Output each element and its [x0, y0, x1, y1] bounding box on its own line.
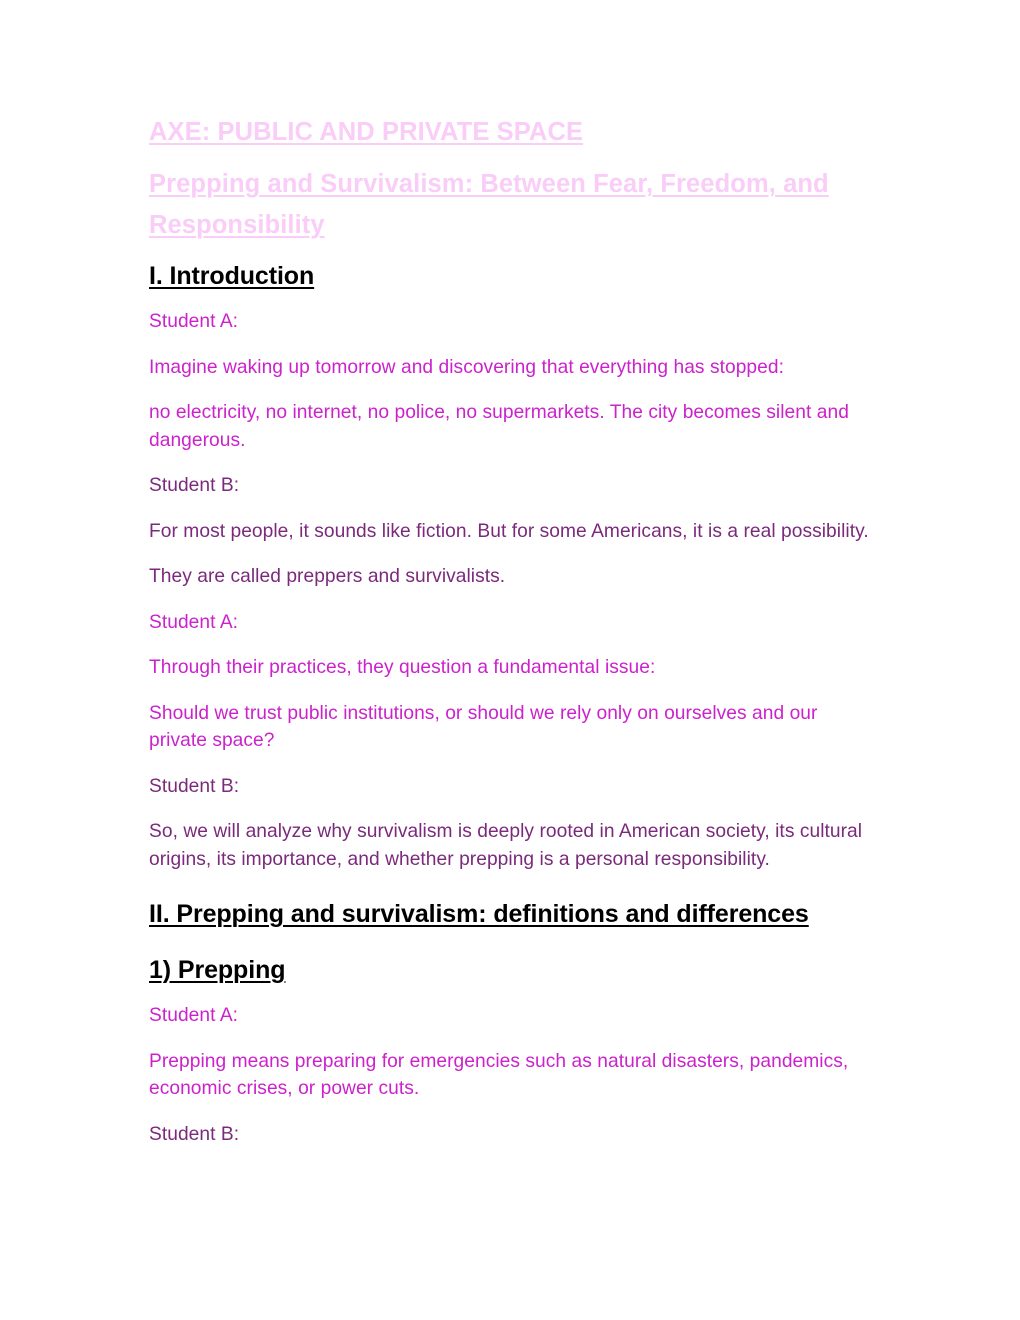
heading-prepping [149, 953, 871, 988]
speaker-label-student-a-2: Student A: [149, 611, 239, 633]
paragraph-for-most-people: For most people, it sounds like fiction. But for some Americans, it is a real possibility. [149, 520, 869, 542]
paragraph-through-their-practices: Through their practices, they question a fundamental issue: [149, 657, 656, 678]
document-title-text: AXE: PUBLIC AND PRIVATE SPACE [149, 118, 584, 146]
document-subtitle-text: Prepping and Survivalism: Between Fear, Freedom, and Responsibility [149, 170, 829, 239]
paragraph-so-we-will-analyze: So, we will analyze why survivalism is deeply rooted in American society, its cultural origins, its importance, and whether prepping is a personal responsibility. [149, 821, 863, 870]
document-title [149, 112, 871, 153]
paragraph-prepping-means: Prepping means preparing for emergencies such as natural disasters, pandemics, economic crises, or power cuts. [149, 1050, 849, 1099]
speaker-label-student-a-3: Student A: [149, 1005, 239, 1026]
heading-definitions-and-differences-text: II. Prepping and survivalism: definitions and differences [149, 900, 809, 928]
paragraph-should-we-trust: Should we trust public institutions, or should we rely only on ourselves and our private space? [149, 702, 818, 751]
paragraph-imagine-waking-up: Imagine waking up tomorrow and discovering that everything has stopped: [149, 356, 784, 378]
document-subtitle [149, 164, 871, 246]
paragraph-called-preppers: They are called preppers and survivalists. [149, 566, 506, 587]
speaker-label-student-a: Student A: [149, 311, 239, 332]
heading-introduction [149, 259, 871, 294]
speaker-label-student-b: Student B: [149, 475, 240, 496]
document-body [149, 112, 871, 1148]
heading-introduction-text: I. Introduction [149, 262, 315, 290]
heading-prepping-text: 1) Prepping [149, 956, 286, 984]
speaker-label-student-b-2: Student B: [149, 775, 240, 797]
heading-definitions-and-differences [149, 897, 871, 932]
paragraph-no-electricity: no electricity, no internet, no police, no supermarkets. The city becomes silent and dangerous. [149, 402, 849, 451]
speaker-label-student-b-3: Student B: [149, 1123, 240, 1145]
